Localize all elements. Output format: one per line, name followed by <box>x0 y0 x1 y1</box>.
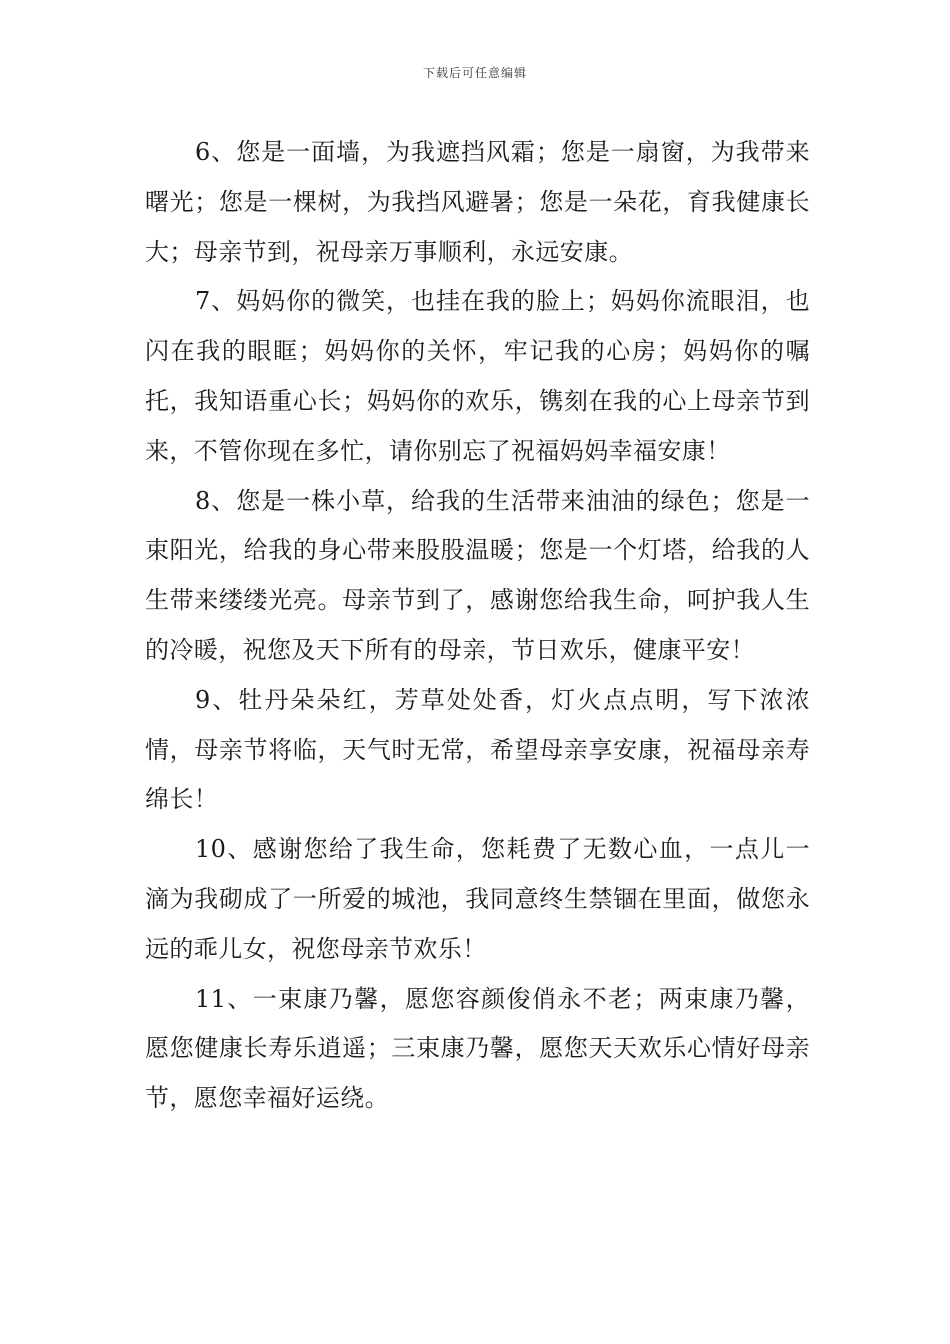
paragraph-10: 10、感谢您给了我生命，您耗费了无数心血，一点儿一滴为我砌成了一所爱的城池，我同意终生禁锢在里面，做您永远的乖儿女，祝您母亲节欢乐！ <box>145 835 810 963</box>
paragraph-6: 6、您是一面墙，为我遮挡风霜；您是一扇窗，为我带来曙光；您是一棵树，为我挡风避暑；您是一朵花，育我健康长大；母亲节到，祝母亲万事顺利，永远安康。 <box>145 138 810 266</box>
paragraph-8: 8、您是一株小草，给我的生活带来油油的绿色；您是一束阳光，给我的身心带来股股温暖；您是一个灯塔，给我的人生带来缕缕光亮。母亲节到了，感谢您给我生命，呵护我人生的冷暖，祝您及天下所有的母亲，节日欢乐，健康平安！ <box>145 486 810 664</box>
document-body <box>145 128 810 1124</box>
paragraph-7: 7、妈妈你的微笑，也挂在我的脸上；妈妈你流眼泪，也闪在我的眼眶；妈妈你的关怀，牢记我的心房；妈妈你的嘱托，我知语重心长；妈妈你的欢乐，镌刻在我的心上母亲节到来，不管你现在多忙，请你别忘了祝福妈妈幸福安康！ <box>145 287 810 465</box>
paragraph-9: 9、牡丹朵朵红，芳草处处香，灯火点点明，写下浓浓情，母亲节将临，天气时无常，希望母亲享安康，祝福母亲寿绵长！ <box>145 685 810 814</box>
header-note: 下载后可任意编辑 <box>422 66 527 80</box>
paragraph-11: 11、一束康乃馨，愿您容颜俊俏永不老；两束康乃馨，愿您健康长寿乐逍遥；三束康乃馨，愿您天天欢乐心情好母亲节，愿您幸福好运绕。 <box>145 984 810 1113</box>
